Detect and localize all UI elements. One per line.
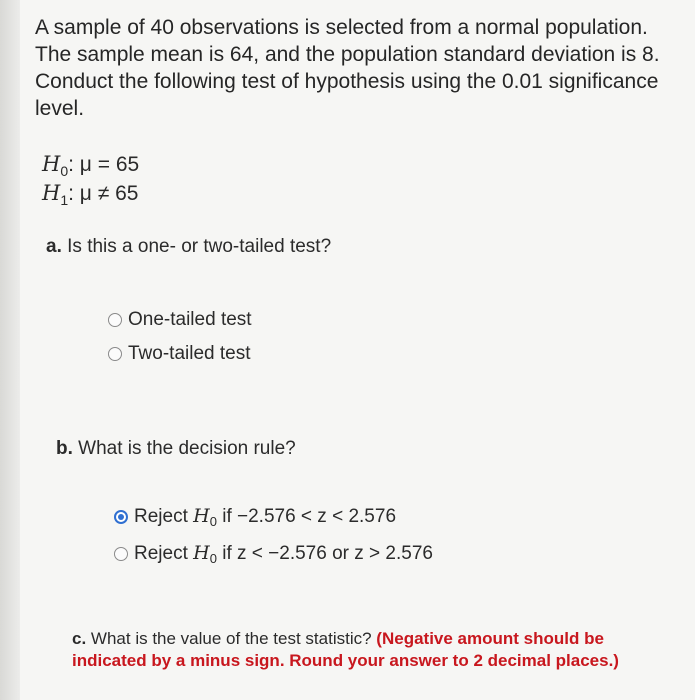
instruction-text: (Negative amount should be indicated by a minus sign. Round your answer to 2 decimal places.) — [72, 629, 619, 670]
radio-icon[interactable] — [108, 347, 122, 361]
radio-icon[interactable] — [114, 547, 128, 561]
null-hypothesis: $H_0$: μ = 65 — [42, 152, 140, 179]
radio-selected-icon[interactable] — [114, 510, 128, 524]
part-b-question: b. What is the decision rule? — [56, 438, 296, 459]
option-one-tailed[interactable]: One-tailed test — [108, 309, 252, 331]
page-edge — [0, 0, 20, 700]
question-content — [20, 0, 695, 700]
part-c-question: c. What is the value of the test statistic? (Negative amount should be indicated by a minus sign. Round your answer to 2 decimal places.) — [72, 629, 619, 670]
alternative-hypothesis: $H_1$: μ ≠ 65 — [42, 181, 139, 208]
option-reject-outside[interactable]: Reject $H_0$ if z < −2.576 or z > 2.576 — [114, 542, 433, 566]
option-reject-inside[interactable]: Reject $H_0$ if −2.576 < z < 2.576 — [114, 505, 396, 529]
option-two-tailed[interactable]: Two-tailed test — [108, 343, 251, 365]
radio-icon[interactable] — [108, 313, 122, 327]
part-a-question: a. Is this a one- or two-tailed test? — [46, 236, 332, 257]
problem-statement: A sample of 40 observations is selected from a normal population. The sample mean is 64, and the population standard deviation is 8. Conduct the following test of hypothesis using the 0.01 significance level. — [35, 16, 660, 120]
